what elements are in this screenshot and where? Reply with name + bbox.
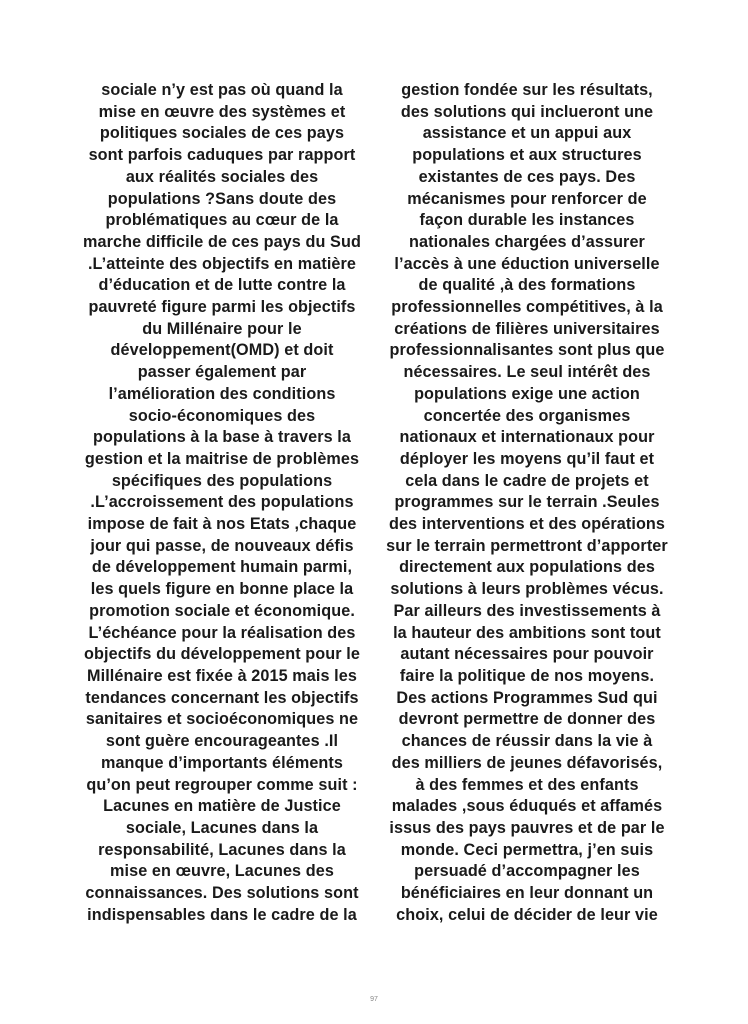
page-number: 97 — [370, 996, 378, 1003]
text-line: d’éducation et de lutte contre la — [98, 276, 346, 295]
text-line: des solutions qui inclueront une — [400, 102, 654, 121]
text-line: Par ailleurs des investissements à — [393, 601, 661, 620]
text-line: manque d’importants éléments — [100, 753, 344, 772]
text-line: solutions à leurs problèmes vécus. — [390, 580, 664, 599]
text-line: populations ?Sans doute des — [107, 189, 337, 208]
text-line: la hauteur des ambitions sont tout — [393, 623, 661, 642]
text-line: des interventions et des opérations — [388, 515, 666, 534]
text-line: marche difficile de ces pays du Sud — [83, 232, 361, 251]
text-line: du Millénaire pour le — [142, 319, 302, 338]
text-line: assistance et un appui aux — [422, 124, 632, 143]
text-line: populations à la base à travers la — [92, 428, 351, 447]
text-line: de développement humain parmi, — [91, 558, 353, 577]
text-line: Des actions Programmes Sud qui — [396, 688, 658, 707]
text-line: à des femmes et des enfants — [415, 775, 639, 794]
text-line: spécifiques des populations — [111, 471, 333, 490]
text-line: développement(OMD) et doit — [110, 341, 334, 360]
text-line: déployer les moyens qu’il faut et — [399, 449, 655, 468]
text-line: gestion fondée sur les résultats, — [401, 81, 653, 99]
text-line: de qualité ,à des formations — [418, 276, 636, 295]
text-line: mécanismes pour renforcer de — [407, 189, 647, 208]
text-line: directement aux populations des — [399, 558, 655, 577]
text-line: sociale, Lacunes dans la — [125, 818, 319, 837]
text-line: professionnelles compétitives, à la — [391, 298, 663, 317]
text-line: persuadé d’accompagner les — [414, 862, 640, 881]
text-line: chances de réussir dans la vie à — [401, 732, 653, 751]
text-line: autant nécessaires pour pouvoir — [400, 645, 654, 664]
text-line: bénéficiaires en leur donnant un — [400, 884, 654, 903]
text-line: connaissances. Des solutions sont — [85, 884, 359, 903]
text-line: l’amélioration des conditions — [108, 384, 336, 403]
text-line: monde. Ceci permettra, j’en suis — [400, 840, 654, 859]
text-line: sont parfois caduques par rapport — [88, 146, 356, 165]
text-line: nécessaires. Le seul intérêt des — [403, 363, 651, 382]
right-text-column — [377, 80, 677, 926]
text-line: faire la politique de nos moyens. — [399, 666, 655, 685]
text-line: l’accès à une éduction universelle — [394, 254, 660, 273]
text-line: aux réalités sociales des — [125, 167, 319, 186]
text-line: promotion sociale et économique. — [89, 601, 355, 620]
text-line: sanitaires et socioéconomiques ne — [85, 710, 359, 729]
text-line: populations exige une action — [414, 384, 640, 403]
text-line: tendances concernant les objectifs — [85, 688, 359, 707]
text-line: issus des pays pauvres et de par le — [389, 818, 665, 837]
text-line: Lacunes en matière de Justice — [103, 797, 341, 816]
text-line: les quels figure en bonne place la — [90, 580, 354, 599]
text-line: nationales chargées d’assurer — [409, 232, 645, 251]
text-line: choix, celui de décider de leur vie — [396, 905, 658, 924]
text-line: sur le terrain permettront d’apporter — [386, 536, 668, 555]
text-line: existantes de ces pays. Des — [418, 167, 636, 186]
text-line: politiques sociales de ces pays — [99, 124, 345, 143]
text-line: malades ,sous éduqués et affamés — [391, 797, 663, 816]
text-line: façon durable les instances — [419, 211, 635, 230]
text-line: mise en œuvre, Lacunes des — [110, 862, 334, 881]
text-line: .L’atteinte des objectifs en matière — [87, 254, 357, 273]
text-line: responsabilité, Lacunes dans la — [98, 840, 346, 859]
text-line: créations de filières universitaires — [394, 319, 660, 338]
text-line: concertée des organismes — [423, 406, 631, 425]
text-line: problématiques au cœur de la — [105, 211, 339, 230]
text-line: cela dans le cadre de projets et — [405, 471, 649, 490]
text-line: gestion et la maitrise de problèmes — [84, 449, 360, 468]
text-line: L’échéance pour la réalisation des — [88, 623, 356, 642]
text-line: .L’accroissement des populations — [90, 493, 354, 512]
text-line: des milliers de jeunes défavorisés, — [391, 753, 663, 772]
text-line: mise en œuvre des systèmes et — [98, 102, 346, 121]
text-line: qu’on peut regrouper comme suit : — [86, 775, 358, 794]
text-line: socio-économiques des — [128, 406, 316, 425]
text-line: passer également par — [137, 363, 307, 382]
left-text-column — [72, 80, 372, 926]
text-line: impose de fait à nos Etats ,chaque — [87, 515, 357, 534]
text-line: sont guère encourageantes .Il — [105, 732, 339, 751]
text-line: programmes sur le terrain .Seules — [394, 493, 660, 512]
text-line: nationaux et internationaux pour — [399, 428, 655, 447]
text-line: jour qui passe, de nouveaux défis — [90, 536, 354, 555]
text-line: populations et aux structures — [412, 146, 642, 165]
text-line: objectifs du développement pour le — [84, 645, 360, 664]
text-line: sociale n’y est pas où quand la — [101, 81, 343, 99]
text-line: pauvreté figure parmi les objectifs — [88, 298, 356, 317]
text-line: indispensables dans le cadre de la — [87, 905, 357, 924]
text-line: professionnalisantes sont plus que — [389, 341, 665, 360]
text-line: Millénaire est fixée à 2015 mais les — [87, 666, 357, 685]
text-line: devront permettre de donner des — [398, 710, 656, 729]
